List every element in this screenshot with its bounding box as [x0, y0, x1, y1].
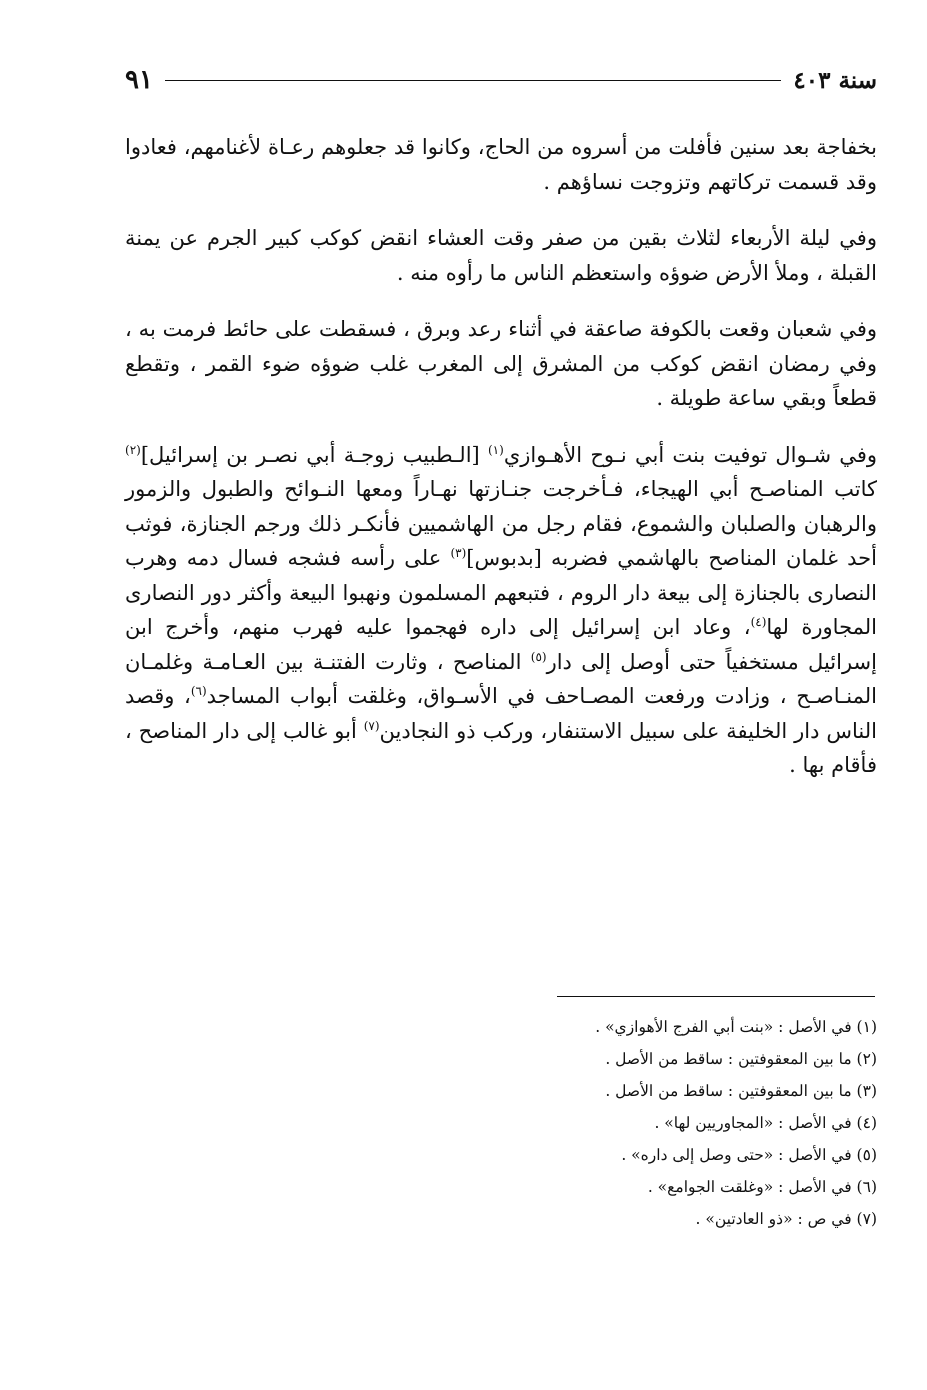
header-year: سنة ٤٠٣ — [793, 66, 877, 94]
footnote-5: (٥) في الأصل : «حتى وصل إلى داره» . — [621, 1146, 877, 1164]
paragraph-4 — [125, 438, 877, 783]
footnotes — [500, 1011, 877, 1235]
paragraph-1: بخفاجة بعد سنين فأفلت من أسروه من الحاج، وكانوا قد جعلوهم رعـاة لأغنامهم، فعادوا وقد قسمت تركاتهم وتزوجت نساؤهم . — [125, 135, 877, 194]
footnote-ref: (٤) — [750, 615, 767, 629]
paragraph-2: وفي ليلة الأربعاء لثلاث بقين من صفر وقت العشاء انقض كوكب كبير الجرم عن يمنة القبلة ، وملأ الأرض ضوؤه واستعظم الناس ما رأوه منه . — [125, 226, 877, 285]
main-text — [125, 130, 877, 805]
header-rule — [165, 80, 781, 81]
paragraph-segment: كاتب المناصـح أبي الهيجاء، فـأخرجت جنـازتها نهـاراً ومعها النـوائح والطبول والزمور والرهبان والصلبان والشموع، فقام رجل من الهاشميين فأنكـر ذلك ورجم الجنازة، فوثب أحد غلمان المناصح بالهاشمي فضربه [بدبوس] — [125, 477, 877, 570]
paragraph-segment: أبو غالب إلى دار المناصح ، فأقام بها . — [125, 718, 877, 777]
footnote-2: (٢) ما بين المعقوفتين : ساقط من الأصل . — [605, 1050, 877, 1068]
footnote-4: (٤) في الأصل : «المجاوريين لها» . — [654, 1114, 877, 1132]
paragraph-segment: ، وعاد ابن إسرائيل إلى داره فهجموا عليه فهرب منهم، وأخرج ابن إسرائيل مستخفياً حتى أوصل إلى دار — [125, 615, 877, 674]
footnote-6: (٦) في الأصل : «وغلقت الجوامع» . — [647, 1178, 877, 1196]
paragraph-segment: على رأسه فشجه فسال دمه وهرب النصارى بالجنازة إلى بيعة دار الروم ، فتبعهم المسلمون ونهبوا البيعة وأكثر دور النصارى المجاورة لها — [125, 546, 877, 639]
footnote-ref: (٧) — [363, 718, 380, 733]
paragraph-segment: ، وقصد الناس دار الخليفة على سبيل الاستنفار، وركب ذو النجادين — [125, 684, 877, 743]
footnote-ref: (١) — [487, 442, 504, 457]
footnote-1: (١) في الأصل : «بنت أبي الفرج الأهوازي» . — [595, 1018, 877, 1036]
footnote-7: (٧) في ص : «ذو العادتين» . — [695, 1210, 877, 1228]
paragraph-segment: [الـطبيب زوجـة أبي نصـر بن إسرائيل] — [140, 442, 488, 467]
footnote-ref: (٣) — [450, 546, 467, 560]
footnote-ref: (٢) — [125, 442, 141, 457]
footnote-separator — [557, 996, 875, 997]
paragraph-segment: المناصح ، وثارت الفتنـة بين العـامـة وغلمـان المنـاصـح ، وزادت ورفعت المصـاحف في الأسـواق، وغلقت أبواب المساجد — [125, 649, 878, 708]
footnote-ref: (٦) — [190, 684, 207, 698]
footnote-3: (٣) ما بين المعقوفتين : ساقط من الأصل . — [605, 1082, 877, 1100]
footnote-ref: (٥) — [530, 649, 547, 664]
paragraph-3: وفي شعبان وقعت بالكوفة صاعقة في أثناء رعد وبرق ، فسقطت على حائط فرمت به ، وفي رمضان انقض كوكب من المشرق إلى المغرب غلب ضوؤه ضوء القمر ، وتقطع قطعاً وبقي ساعة طويلة . — [125, 317, 877, 410]
page-number: ٩١ — [125, 65, 153, 95]
running-header — [125, 60, 877, 100]
paragraph-segment: وفي شـوال توفيت بنت أبي نـوح الأهـوازي — [503, 442, 877, 467]
